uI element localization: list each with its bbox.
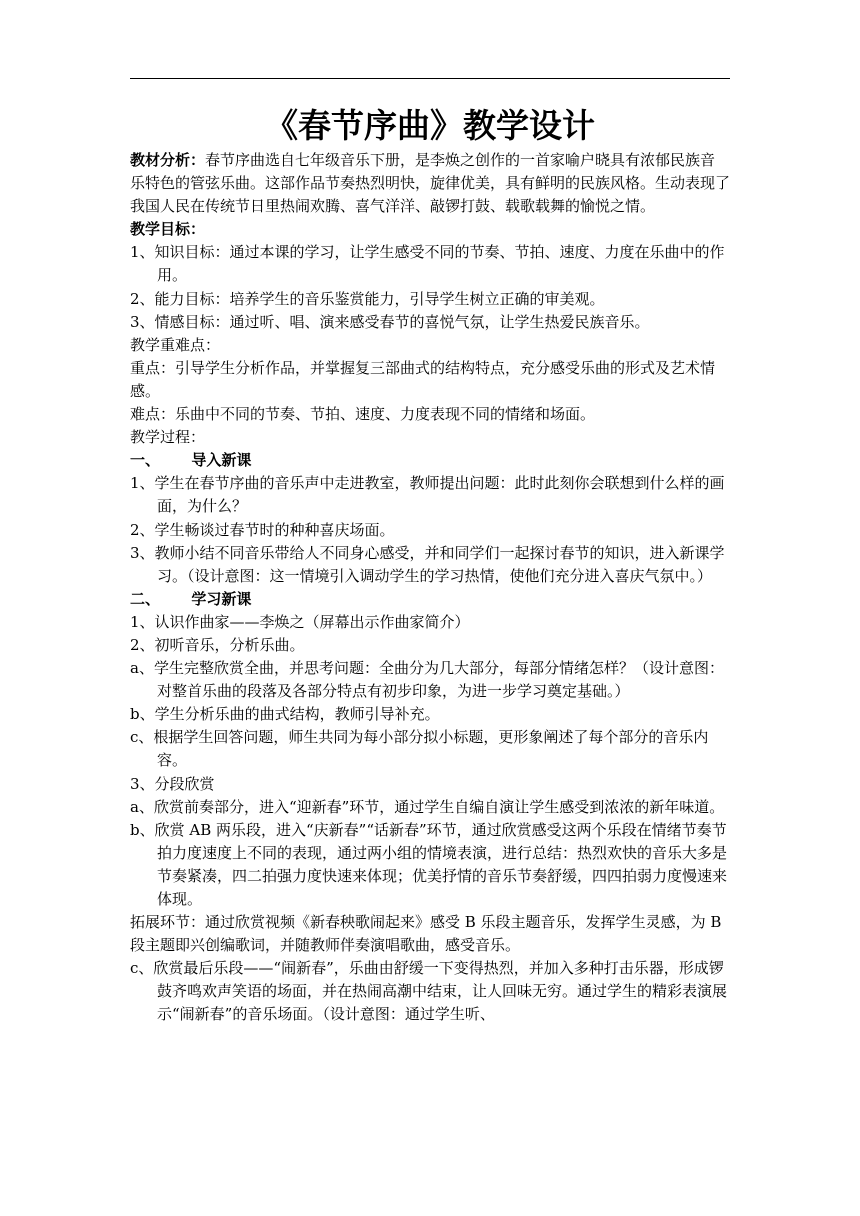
list-item: c、根据学生回答问题，师生共同为每小部分拟小标题，更形象阐述了每个部分的音乐内容。 (130, 728, 709, 770)
goal-item: 1、知识目标：通过本课的学习，让学生感受不同的节奏、节拍、速度、力度在乐曲中的作用。 (130, 243, 725, 285)
section-heading-intro: 一、 导入新课 (130, 451, 252, 470)
document-body (130, 149, 730, 1027)
key-points-heading: 教学重难点： (130, 335, 221, 354)
list-item: a、欣赏前奏部分，进入“迎新春”环节，通过学生自编自演让学生感受到浓浓的新年味道。 (130, 797, 725, 816)
list-item: 1、认识作曲家——李焕之（屏幕出示作曲家简介） (130, 612, 470, 631)
goal-item: 3、情感目标：通过听、唱、演来感受春节的喜悦气氛，让学生热爱民族音乐。 (130, 312, 650, 331)
header-rule (130, 78, 730, 79)
section-heading-new-lesson: 二、 学习新课 (130, 589, 252, 608)
list-item: b、学生分析乐曲的曲式结构，教师引导补充。 (130, 705, 440, 724)
extension-paragraph: 拓展环节：通过欣赏视频《新春秧歌闹起来》感受 B 乐段主题音乐，发挥学生灵感，为 B 段主题即兴创编歌词，并随教师伴奏演唱歌曲，感受音乐。 (130, 913, 722, 955)
list-item: c、欣赏最后乐段——“闹新春”，乐曲由舒缓一下变得热烈，并加入多种打击乐器，形成锣鼓齐鸣欢声笑语的场面，并在热闹高潮中结束，让人回味无穷。通过学生的精彩表演展示“闹新春”的音乐场面。（设计意图：通过学生听、 (130, 959, 728, 1024)
list-item: 3、分段欣赏 (130, 774, 215, 793)
material-analysis-text: 春节序曲选自七年级音乐下册，是李焕之创作的一首家喻户晓具有浓郁民族音乐特色的管弦乐曲。这部作品节奏热烈明快，旋律优美，具有鲜明的民族风格。生动表现了我国人民在传统节日里热闹欢腾、喜气洋洋、敲锣打鼓、载歌载舞的愉悦之情。 (130, 151, 731, 216)
goal-item: 2、能力目标：培养学生的音乐鉴赏能力，引导学生树立正确的审美观。 (130, 289, 605, 308)
difficulty-point: 难点：乐曲中不同的节奏、节拍、速度、力度表现不同的情绪和场面。 (130, 405, 596, 424)
list-item: 2、学生畅谈过春节时的种种喜庆场面。 (130, 520, 395, 539)
list-item: a、学生完整欣赏全曲，并思考问题：全曲分为几大部分，每部分情绪怎样？（设计意图：对整首乐曲的段落及各部分特点有初步印象，为进一步学习奠定基础。） (130, 659, 724, 701)
document-title: 《春节序曲》教学设计 (265, 106, 595, 145)
material-analysis-label: 教材分析： (130, 151, 206, 169)
material-analysis (130, 149, 730, 218)
list-item: 2、初听音乐，分析乐曲。 (130, 635, 305, 654)
goals-heading: 教学目标： (130, 220, 206, 239)
list-item: 3、教师小结不同音乐带给人不同身心感受，并和同学们一起探讨春节的知识，进入新课学习。（设计意图：这一情境引入调动学生的学习热情，使他们充分进入喜庆气氛中。） (130, 543, 725, 585)
list-item: 1、学生在春节序曲的音乐声中走进教室，教师提出问题：此时此刻你会联想到什么样的画面，为什么？ (130, 474, 725, 516)
key-point: 重点：引导学生分析作品，并掌握复三部曲式的结构特点，充分感受乐曲的形式及艺术情感。 (130, 358, 716, 400)
process-heading: 教学过程： (130, 428, 206, 447)
list-item: b、欣赏 AB 两乐段，进入“庆新春”“话新春”环节，通过欣赏感受这两个乐段在情绪节奏节拍力度速度上不同的表现，通过两小组的情境表演，进行总结：热烈欢快的音乐大多是节奏紧凑，四二拍强力度快速来体现；优美抒情的音乐节奏舒缓，四四拍弱力度慢速来体现。 (130, 820, 728, 908)
